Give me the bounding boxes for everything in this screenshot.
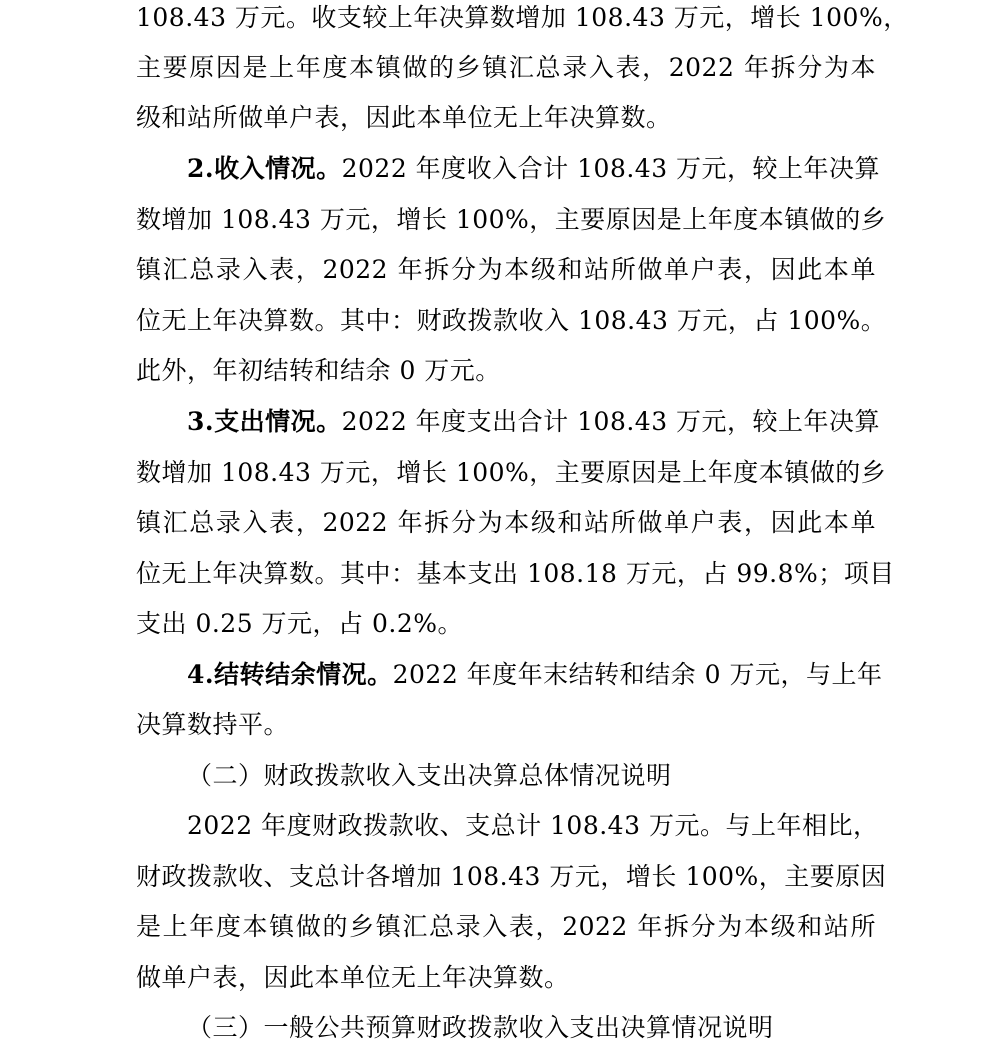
paragraph-line <box>187 809 879 843</box>
line-text: 级和站所做单户表，因此本单位无上年决算数。 <box>136 103 672 132</box>
paragraph-line <box>136 708 289 742</box>
paragraph-line <box>136 101 672 135</box>
line-text: 支出 0.25 万元，占 0.2%。 <box>136 609 464 638</box>
paragraph-line <box>136 1 909 35</box>
line-text: 108.43 万元。收支较上年决算数增加 108.43 万元，增长 100%， <box>136 3 909 32</box>
paragraph-line <box>136 961 570 995</box>
section-heading-expenditure: 3.支出情况。 <box>187 407 342 436</box>
subsection-title <box>187 1011 774 1045</box>
line-text: （三）一般公共预算财政拨款收入支出决算情况说明 <box>187 1013 774 1042</box>
line-text: 2022 年度收入合计 108.43 万元，较上年决算 <box>341 154 881 183</box>
paragraph-line <box>187 405 881 439</box>
line-text: 2022 年度年末结转和结余 0 万元，与上年 <box>392 660 883 689</box>
paragraph-line <box>187 152 881 186</box>
line-text: 是上年度本镇做的乡镇汇总录入表，2022 年拆分为本级和站所 <box>136 912 876 941</box>
line-text: 主要原因是上年度本镇做的乡镇汇总录入表，2022 年拆分为本 <box>136 53 876 82</box>
section-heading-income: 2.收入情况。 <box>187 154 342 183</box>
line-text: 财政拨款收、支总计各增加 108.43 万元，增长 100%，主要原因 <box>136 862 887 891</box>
paragraph-line <box>136 557 895 591</box>
paragraph-line <box>136 51 876 85</box>
line-text: 数增加 108.43 万元，增长 100%，主要原因是上年度本镇做的乡 <box>136 458 887 487</box>
paragraph-line <box>136 304 887 338</box>
paragraph-line <box>136 456 887 490</box>
line-text: 位无上年决算数。其中：财政拨款收入 108.43 万元，占 100%。 <box>136 306 887 335</box>
line-text: 数增加 108.43 万元，增长 100%，主要原因是上年度本镇做的乡 <box>136 205 887 234</box>
line-text: 位无上年决算数。其中：基本支出 108.18 万元，占 99.8%；项目 <box>136 559 895 588</box>
subsection-title <box>187 759 672 793</box>
line-text: 镇汇总录入表，2022 年拆分为本级和站所做单户表，因此本单 <box>136 508 876 537</box>
section-heading-carryover: 4.结转结余情况。 <box>187 660 393 689</box>
paragraph-line <box>136 203 887 237</box>
line-text: 2022 年度支出合计 108.43 万元，较上年决算 <box>341 407 881 436</box>
line-text: 此外，年初结转和结余 0 万元。 <box>136 356 501 385</box>
paragraph-line <box>136 354 501 388</box>
paragraph-line <box>136 910 876 944</box>
paragraph-line <box>136 506 876 540</box>
line-text: 做单户表，因此本单位无上年决算数。 <box>136 963 570 992</box>
paragraph-line <box>136 607 463 641</box>
line-text: 2022 年度财政拨款收、支总计 108.43 万元。与上年相比， <box>187 811 879 840</box>
paragraph-line <box>187 658 883 692</box>
line-text: （二）财政拨款收入支出决算总体情况说明 <box>187 761 672 790</box>
line-text: 决算数持平。 <box>136 710 290 739</box>
paragraph-line <box>136 860 887 894</box>
paragraph-line <box>136 253 876 287</box>
line-text: 镇汇总录入表，2022 年拆分为本级和站所做单户表，因此本单 <box>136 255 876 284</box>
